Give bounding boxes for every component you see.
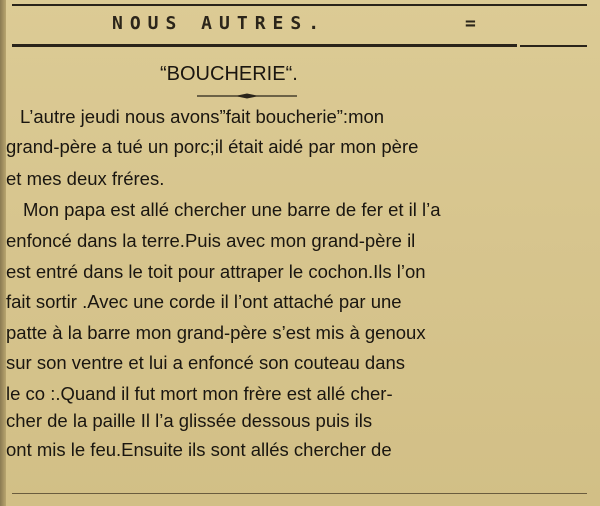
body-line: sur son ventre et lui a enfoncé son couteau dans xyxy=(6,352,406,373)
body-line: le co :.Quand il fut mort mon frère est allé cher- xyxy=(6,383,393,404)
body-line: cher de la paille Il l’a glissée dessous puis ils xyxy=(6,410,373,431)
body-line: est entré dans le toit pour attraper le cochon.Ils l’on xyxy=(6,261,426,282)
header-top-rule xyxy=(12,4,587,6)
body-line: enfoncé dans la terre.Puis avec mon grand-père il xyxy=(6,230,416,251)
body-line: ont mis le feu.Ensuite ils sont allés chercher de xyxy=(6,439,392,460)
body-line: Mon papa est allé chercher une barre de fer et il l’a xyxy=(23,199,441,220)
header-mark: = xyxy=(465,13,476,34)
header-bottom-rule-end xyxy=(520,45,587,47)
article-title: “BOUCHERIE“. xyxy=(160,63,298,85)
body-line: fait sortir .Avec une corde il l’ont attaché par une xyxy=(6,291,402,312)
page-bottom-rule xyxy=(12,493,587,494)
header-bottom-rule xyxy=(12,44,517,47)
body-line: grand-père a tué un porc;il était aidé par mon père xyxy=(6,136,419,157)
body-line: L’autre jeudi nous avons”fait boucherie”:mon xyxy=(20,106,385,127)
body-line: et mes deux fréres. xyxy=(6,168,165,189)
section-header: NOUS AUTRES. xyxy=(112,13,327,34)
body-line: patte à la barre mon grand-père s’est mis à genoux xyxy=(6,322,426,343)
title-ornament-divider xyxy=(197,93,297,99)
